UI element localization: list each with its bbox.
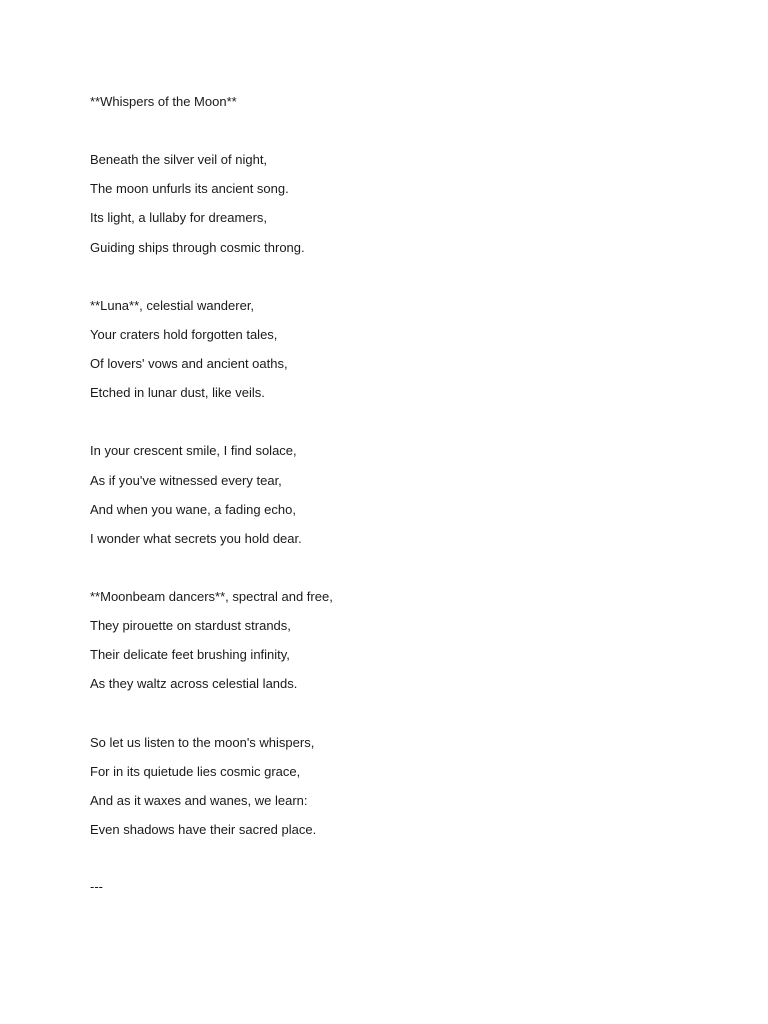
stanza-4-line-2: They pirouette on stardust strands,: [90, 618, 291, 633]
poem-title: **Whispers of the Moon**: [90, 94, 237, 109]
stanza-2-line-4: Etched in lunar dust, like veils.: [90, 385, 265, 400]
stanza-3-line-3: And when you wane, a fading echo,: [90, 502, 296, 517]
stanza-4-line-3: Their delicate feet brushing infinity,: [90, 647, 290, 662]
stanza-2-line-2: Your craters hold forgotten tales,: [90, 327, 278, 342]
stanza-5-line-4: Even shadows have their sacred place.: [90, 822, 317, 837]
stanza-5-line-3: And as it waxes and wanes, we learn:: [90, 793, 308, 808]
stanza-1-line-1: Beneath the silver veil of night,: [90, 152, 268, 167]
stanza-3-line-1: In your crescent smile, I find solace,: [90, 443, 297, 458]
stanza-2-line-1: **Luna**, celestial wanderer,: [90, 298, 255, 313]
stanza-3-line-4: I wonder what secrets you hold dear.: [90, 531, 302, 546]
stanza-1-line-2: The moon unfurls its ancient song.: [90, 181, 289, 196]
stanza-1-line-3: Its light, a lullaby for dreamers,: [90, 210, 268, 225]
stanza-3-line-2: As if you've witnessed every tear,: [90, 473, 282, 488]
stanza-2-line-3: Of lovers' vows and ancient oaths,: [90, 356, 288, 371]
stanza-1-line-4: Guiding ships through cosmic throng.: [90, 240, 305, 255]
separator: ---: [90, 879, 103, 894]
stanza-5-line-1: So let us listen to the moon's whispers,: [90, 735, 315, 750]
stanza-4-line-4: As they waltz across celestial lands.: [90, 676, 298, 691]
stanza-5-line-2: For in its quietude lies cosmic grace,: [90, 764, 301, 779]
stanza-4-line-1: **Moonbeam dancers**, spectral and free,: [90, 589, 333, 604]
